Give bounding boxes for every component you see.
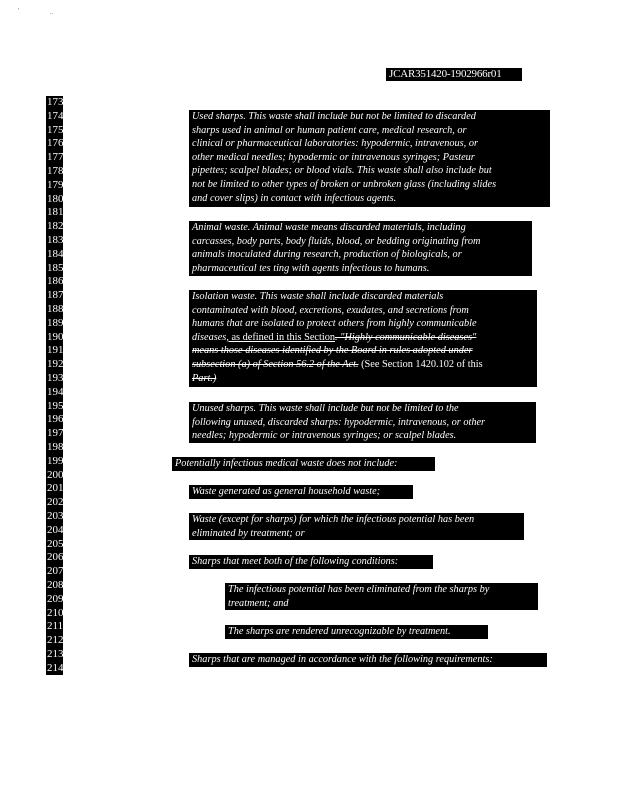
used-sharps-line: sharps used in animal or human patient care, medical research, or (192, 124, 467, 136)
infectious-eliminated-item (225, 583, 538, 610)
eliminated-line: treatment; and (228, 597, 289, 609)
line-number: 205 (47, 537, 64, 550)
deleted-line: means those diseases identified by the Board in rules adopted under (192, 345, 473, 357)
isolation-line-amended (192, 331, 537, 345)
line-number: 178 (47, 165, 64, 177)
eliminated-line: The infectious potential has been eliminated from the sharps by (228, 584, 490, 595)
sharps-conditions-text: Sharps that meet both of the following conditions: (192, 556, 399, 567)
line-number: 208 (47, 579, 64, 591)
isolation-line: contaminated with blood, excretions, exudates, and secretions from (192, 304, 469, 316)
line-number: 204 (47, 523, 64, 536)
household-waste-text: Waste generated as general household waste; (192, 486, 381, 497)
line-number: 184 (47, 247, 64, 260)
unrecognizable-text: The sharps are rendered unrecognizable by treatment. (228, 626, 451, 637)
isolation-line: humans that are isolated to protect others from highly communicable (192, 318, 477, 330)
line-number: 201 (47, 482, 64, 495)
line-number: 209 (47, 592, 64, 605)
line-number-gutter (46, 96, 63, 675)
line-number: 198 (47, 441, 64, 453)
line-number: 191 (47, 344, 64, 357)
except-sharps-item (189, 513, 524, 540)
isolation-line: Isolation waste. This waste shall include discarded materials (192, 291, 444, 302)
line-number: 203 (47, 510, 64, 522)
line-number: 189 (47, 316, 64, 329)
used-sharps-line: not be limited to other types of broken or unbroken glass (including slides (192, 178, 497, 190)
document-id: JCAR351420-1902966r01 (386, 68, 522, 81)
scan-mark: ' (18, 8, 20, 14)
line-number: 194 (47, 385, 64, 398)
used-sharps-line: clinical or pharmaceutical laboratories: hypodermic, intravenous, or (192, 138, 478, 150)
isolation-line-amended (192, 358, 537, 372)
animal-waste-paragraph (189, 221, 532, 276)
line-number: 179 (47, 178, 64, 191)
animal-waste-line: animals inoculated during research, production of biologicals, or (192, 249, 462, 261)
line-number: 211 (47, 620, 64, 633)
household-waste-item (189, 485, 413, 499)
unrecognizable-item (225, 625, 488, 639)
line-number: 190 (47, 330, 64, 343)
line-number: 199 (47, 454, 64, 467)
scan-mark: .. (50, 10, 53, 16)
used-sharps-paragraph (189, 110, 550, 207)
animal-waste-line: pharmaceutical tes ting with agents infectious to humans. (192, 262, 430, 274)
line-number: 210 (47, 606, 64, 619)
sharps-conditions-item (189, 555, 433, 569)
line-number: 214 (47, 661, 64, 674)
line-number: 186 (47, 275, 64, 288)
does-not-include-text: Potentially infectious medical waste does not include: (175, 458, 398, 469)
line-number: 206 (47, 551, 64, 564)
inserted-text: (See Section 1420.102 of this (358, 358, 483, 370)
managed-sharps-item (189, 653, 547, 667)
line-number: 193 (47, 372, 64, 384)
line-number: 173 (47, 96, 64, 108)
line-number: 196 (47, 413, 64, 426)
used-sharps-line: and cover slips) in contact with infectious agents. (192, 192, 397, 204)
line-number: 200 (47, 468, 64, 481)
line-number: 182 (47, 220, 64, 233)
line-number: 188 (47, 303, 64, 315)
line-number: 175 (47, 123, 64, 136)
deleted-line: Part.) (192, 372, 217, 384)
unused-sharps-line: following unused, discarded sharps: hypodermic, intravenous, or other (192, 416, 486, 428)
line-number: 192 (47, 358, 64, 371)
unused-sharps-paragraph (189, 402, 536, 443)
deleted-text: communicable diseases" (375, 331, 477, 343)
animal-waste-line: carcasses, body parts, body fluids, blood, or bedding originating from (192, 235, 481, 247)
used-sharps-line: pipettes; scalpel blades; or blood vials. This waste shall also include but (192, 165, 492, 177)
except-sharps-line: Waste (except for sharps) for which the infectious potential has been (192, 514, 475, 525)
inserted-text: , as defined in this Section (226, 331, 335, 343)
line-number: 197 (47, 427, 64, 440)
used-sharps-line: other medical needles; hypodermic or intravenous syringes; Pasteur (192, 151, 475, 163)
used-sharps-line: Used sharps. This waste shall include but not be limited to discarded (192, 111, 476, 122)
animal-waste-line: Animal waste. Animal waste means discarded materials, including (192, 222, 466, 233)
except-sharps-line: eliminated by treatment; or (192, 527, 305, 539)
line-number: 181 (47, 206, 64, 219)
line-number: 212 (47, 634, 64, 647)
deleted-text: . "Highly (335, 331, 376, 343)
line-number: 207 (47, 565, 64, 578)
line-number: 174 (47, 109, 64, 122)
unused-sharps-line: Unused sharps. This waste shall include but not be limited to the (192, 403, 459, 414)
line-number: 187 (47, 289, 64, 302)
deleted-text: subsection (a) of Section 56.2 of the Act. (192, 358, 359, 370)
line-number: 202 (47, 496, 64, 509)
line-number: 177 (47, 151, 64, 164)
isolation-waste-paragraph (189, 290, 537, 387)
line-number: 180 (47, 192, 64, 205)
isolation-term: diseases (192, 331, 227, 343)
unused-sharps-line: needles; hypodermic or intravenous syringes; or scalpel blades. (192, 430, 457, 442)
does-not-include-heading (172, 457, 435, 471)
line-number: 213 (47, 648, 64, 660)
line-number: 176 (47, 137, 64, 150)
line-number: 183 (47, 234, 64, 246)
managed-sharps-text: Sharps that are managed in accordance with the following requirements: (192, 654, 493, 665)
line-number: 195 (47, 399, 64, 412)
line-number: 185 (47, 261, 64, 274)
